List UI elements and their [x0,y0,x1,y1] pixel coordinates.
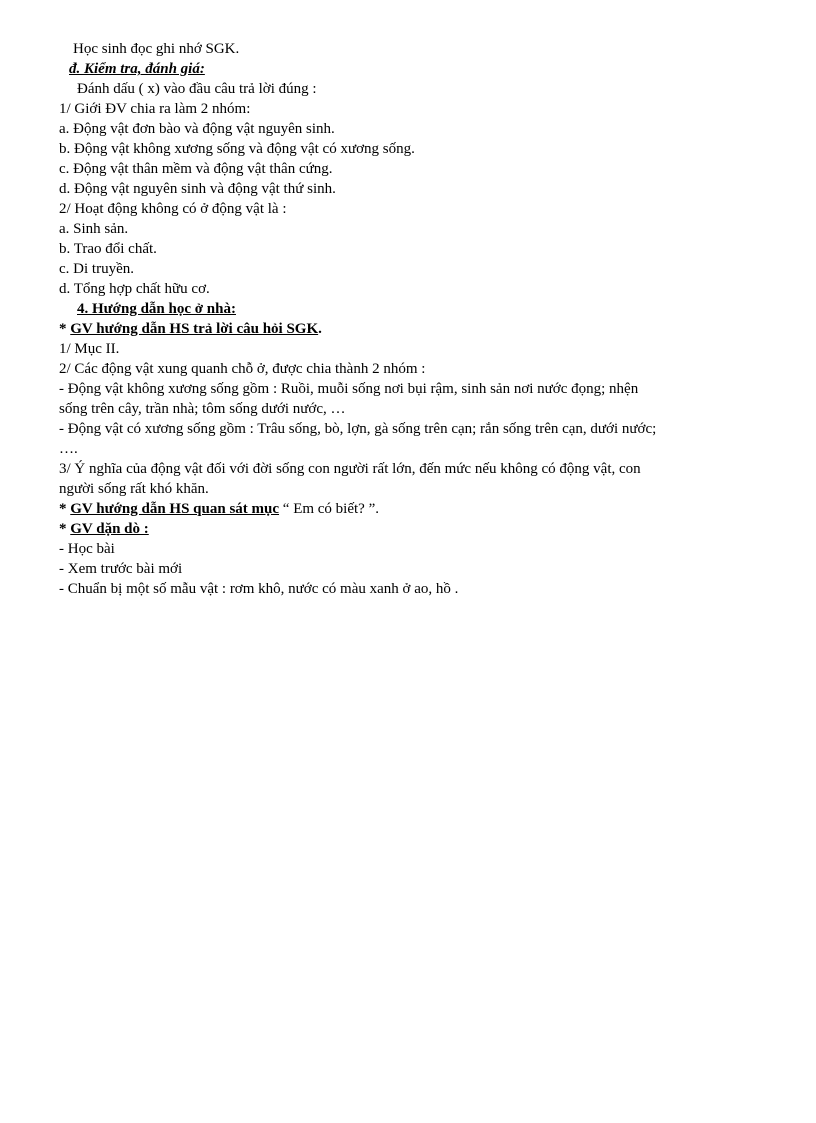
answer-option: d. Tổng hợp chất hữu cơ. [59,281,210,297]
assignment-heading-text: GV dặn dò : [70,521,149,537]
question-1: 1/ Giới ĐV chia ra làm 2 nhóm: [59,101,251,117]
answer-option: d. Động vật nguyên sinh và động vật thứ sinh. [59,181,336,197]
text-line: - Động vật có xương sống gồm : Trâu sống, bò, lợn, gà sống trên cạn; rắn sống trên cạn, dưới nước; [59,421,657,437]
answer-option: c. Di truyền. [59,261,134,277]
observe-heading-end: “ Em có biết? ”. [279,501,379,517]
bullet-star: * [59,321,71,337]
text-line: …. [59,441,78,457]
text-line: - Động vật không xương sống gồm : Ruồi, muỗi sống nơi bụi rậm, sinh sản nơi nước đọng; nhện [59,381,639,397]
text-line: người sống rất khó khăn. [59,481,209,497]
answer-option: c. Động vật thân mềm và động vật thân cứng. [59,161,333,177]
instruction-text: Đánh dấu ( x) vào đầu câu trả lời đúng : [77,81,317,97]
teacher-guide-heading [59,319,776,339]
question-2: 2/ Hoạt động không có ở động vật là : [59,201,287,217]
answer-3: 3/ Ý nghĩa của động vật đối với đời sống con người rất lớn, đến mức nếu không có động vật, con [59,461,641,477]
assignment-heading [59,519,776,539]
text-line: sống trên cây, trần nhà; tôm sống dưới nước, … [59,401,346,417]
answer-option: a. Động vật đơn bào và động vật nguyên sinh. [59,121,335,137]
observe-heading-text: GV hướng dẫn HS quan sát mục [70,501,280,517]
assignment-item: - Học bài [59,541,115,557]
answer-2: 2/ Các động vật xung quanh chỗ ở, được chia thành 2 nhóm : [59,361,426,377]
assignment-item: - Chuẩn bị một số mẫu vật : rơm khô, nước có màu xanh ở ao, hồ . [59,581,459,597]
text-line: Học sinh đọc ghi nhớ SGK. [73,41,240,57]
observe-instruction [59,499,776,519]
period: . [318,321,322,337]
answer-option: a. Sinh sản. [59,221,129,237]
section-heading-homework: 4. Hướng dẫn học ở nhà: [77,301,236,317]
answer-option: b. Động vật không xương sống và động vật có xương sống. [59,141,415,157]
answer-1: 1/ Mục II. [59,341,120,357]
answer-option: b. Trao đổi chất. [59,241,157,257]
assignment-item: - Xem trước bài mới [59,561,183,577]
section-heading-assessment: đ. Kiểm tra, đánh giá: [69,61,205,77]
teacher-guide-text: GV hướng dẫn HS trả lời câu hỏi SGK [70,321,319,337]
bullet-star: * [59,521,71,537]
bullet-star: * [59,501,71,517]
